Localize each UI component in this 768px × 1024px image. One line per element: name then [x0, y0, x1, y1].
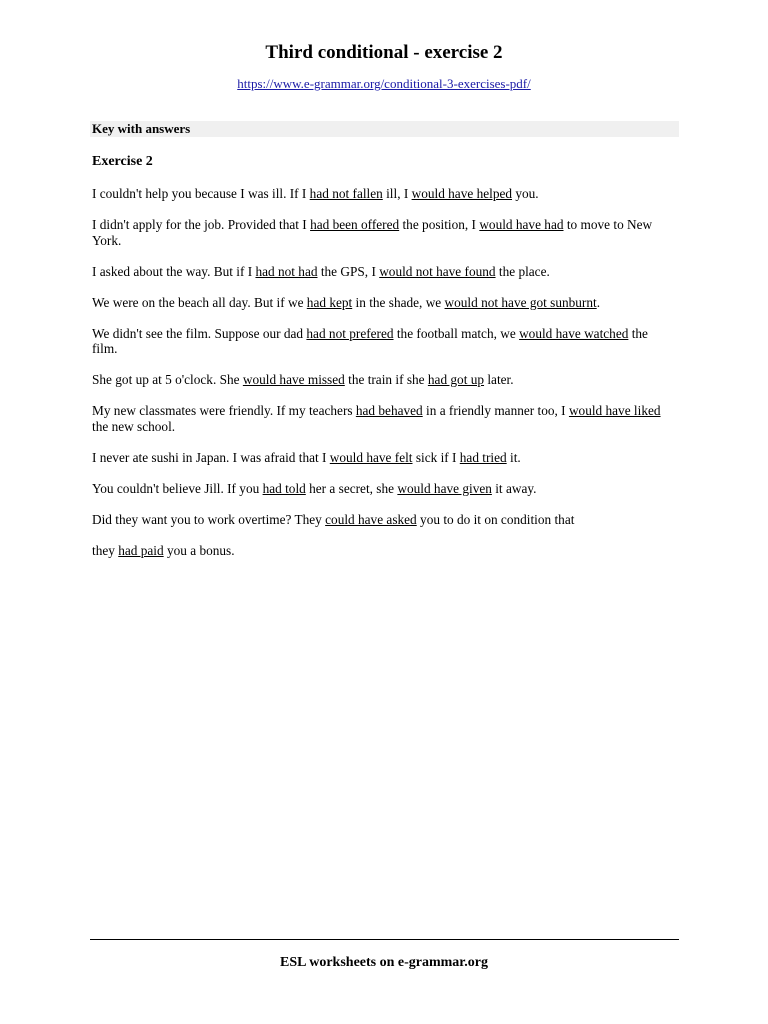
- sentence-text: the film.: [92, 325, 648, 356]
- answer-sentence: [92, 403, 672, 434]
- answer-sentences: [92, 186, 672, 574]
- answer-phrase: had behaved: [355, 403, 423, 418]
- answer-phrase: had kept: [306, 294, 353, 310]
- answer-phrase: had tried: [459, 449, 507, 465]
- sentence-text: you.: [512, 186, 539, 201]
- answer-phrase: had paid: [118, 542, 164, 558]
- footer-text: ESL worksheets on e-grammar.org: [280, 955, 488, 970]
- footer-divider: [90, 939, 679, 940]
- sentence-text: the position, I: [399, 217, 480, 232]
- answer-sentence: [92, 372, 672, 388]
- answer-phrase: would have helped: [411, 186, 513, 201]
- sentence-text: I never ate sushi in Japan. I was afraid that I: [92, 449, 330, 465]
- answer-sentence: [92, 295, 672, 311]
- answer-phrase: would have missed: [242, 372, 345, 387]
- sentence-text: you a bonus.: [163, 542, 235, 558]
- sentence-text: to move to New York.: [92, 217, 653, 248]
- sentence-text: sick if I: [412, 449, 460, 465]
- sentence-text: I asked about the way. But if I: [92, 263, 256, 279]
- answer-sentence: [92, 217, 672, 248]
- answer-phrase: would not have found: [379, 263, 496, 279]
- sentence-text: it.: [506, 449, 521, 465]
- sentence-text: She got up at 5 o'clock. She: [92, 372, 243, 387]
- answer-sentence: [92, 512, 672, 528]
- answer-phrase: would have watched: [519, 325, 629, 341]
- sentence-text: You couldn't believe Jill. If you: [92, 480, 263, 496]
- sentence-text: ill, I: [382, 186, 412, 201]
- exercise-title: Exercise 2: [92, 154, 153, 169]
- sentence-text: the football match, we: [393, 325, 520, 341]
- answer-phrase: could have asked: [325, 511, 417, 527]
- sentence-text: her a secret, she: [305, 480, 398, 496]
- answer-phrase: would have had: [479, 217, 564, 232]
- answer-phrase: had not fallen: [309, 186, 383, 201]
- sentence-text: the train if she: [344, 372, 428, 387]
- sentence-text: I didn't apply for the job. Provided that I: [92, 217, 311, 232]
- answer-phrase: had not had: [255, 263, 318, 279]
- answer-phrase: had got up: [427, 372, 485, 387]
- sentence-text: the GPS, I: [317, 263, 380, 279]
- sentence-text: it away.: [491, 480, 537, 496]
- sentence-text: in a friendly manner too, I: [422, 403, 569, 418]
- sentence-text: the new school.: [92, 418, 176, 434]
- answer-sentence: [92, 326, 672, 357]
- sentence-text: in the shade, we: [352, 294, 445, 310]
- answer-phrase: had been offered: [310, 217, 400, 232]
- answer-sentence: [92, 450, 672, 466]
- sentence-text: the place.: [495, 263, 550, 279]
- answer-phrase: had told: [262, 480, 306, 496]
- answer-sentence: [92, 481, 672, 497]
- sentence-text: later.: [484, 372, 514, 387]
- answer-phrase: would have felt: [329, 449, 413, 465]
- answer-phrase: had not prefered: [306, 325, 394, 341]
- sentence-text: they: [92, 542, 119, 558]
- answer-phrase: would not have got sunburnt: [444, 294, 597, 310]
- answer-sentence: [92, 543, 672, 559]
- answer-sentence: [92, 186, 672, 202]
- answer-phrase: would have liked: [568, 403, 661, 418]
- sentence-text: you to do it on condition that: [416, 511, 575, 527]
- sentence-text: .: [596, 294, 601, 310]
- sentence-text: Did they want you to work overtime? They: [92, 511, 326, 527]
- source-link[interactable]: https://www.e-grammar.org/conditional-3-exercises-pdf/: [237, 76, 531, 91]
- answer-phrase: would have given: [397, 480, 492, 496]
- sentence-text: I couldn't help you because I was ill. If I: [92, 186, 310, 201]
- answer-sentence: [92, 264, 672, 280]
- sentence-text: My new classmates were friendly. If my teachers: [92, 403, 356, 418]
- sentence-text: We were on the beach all day. But if we: [92, 294, 307, 310]
- key-heading: Key with answers: [90, 121, 679, 137]
- sentence-text: We didn't see the film. Suppose our dad: [92, 325, 307, 341]
- page-title: Third conditional - exercise 2: [265, 42, 503, 63]
